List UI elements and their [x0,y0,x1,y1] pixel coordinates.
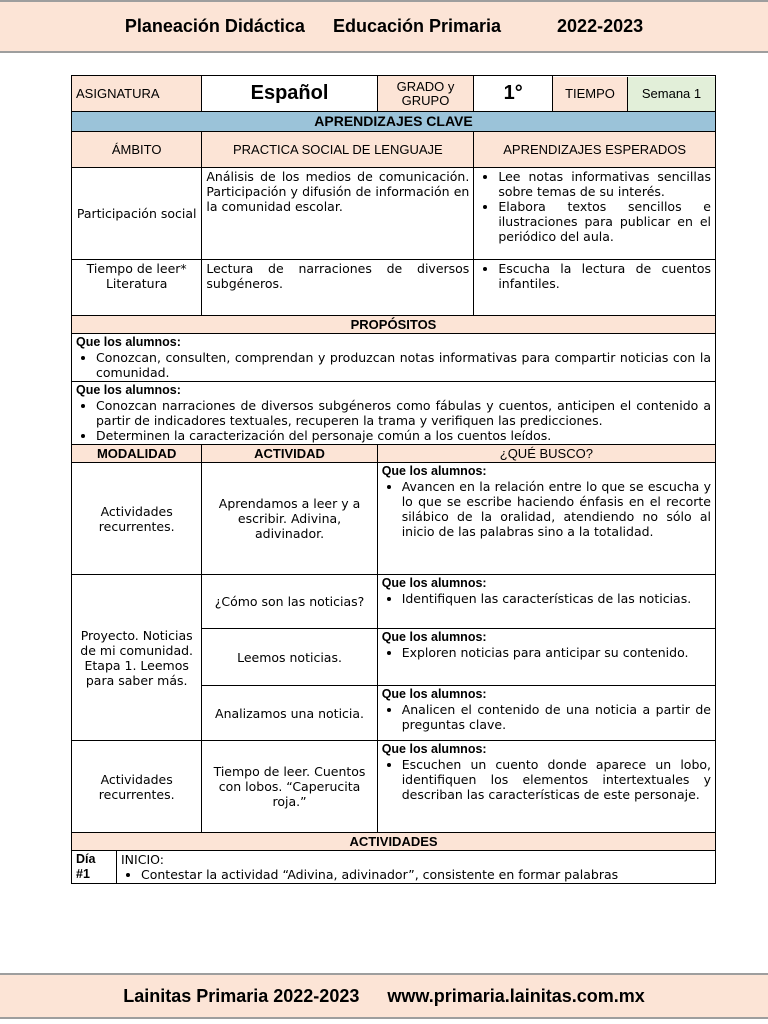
footer-url[interactable]: www.primaria.lainitas.com.mx [387,985,645,1006]
proposito-item: • Conozcan narraciones de diversos subgéneros como fábulas y cuentos, anticipen el contenido a partir de indicadores textuales, recuperen la trama y verifiquen las predicciones. [96,398,711,428]
proposito-block [72,382,716,445]
tiempo-cell [552,76,715,112]
actividad-cell: Aprendamos a leer y a escribir. Adivina, adivinador. [202,463,377,575]
asignatura-value: Español [202,76,377,112]
busco-lead: Que los alumnos: [381,687,487,701]
busco-lead: Que los alumnos: [381,742,487,756]
tiempo-value: Semana 1 [628,77,715,111]
busco-item: • Analicen el contenido de una noticia a partir de preguntas clave. [402,702,711,732]
busco-cell [377,629,715,686]
esperados-cell [474,168,716,260]
esperado-item: • Elabora textos sencillos e ilustraciones para publicar en el periódico del aula. [498,199,711,244]
proposito-lead: Que los alumnos: [76,335,181,349]
aprendizajes-title: APRENDIZAJES CLAVE [72,112,716,132]
col-busco: ¿QUÉ BUSCO? [377,445,715,463]
actividad-cell: Tiempo de leer. Cuentos con lobos. “Caperucita roja.” [202,741,377,833]
planeacion-table [71,75,716,884]
col-ambito: ÁMBITO [72,132,202,168]
busco-item: • Exploren noticias para anticipar su contenido. [402,645,711,660]
col-modalidad: MODALIDAD [72,445,202,463]
tiempo-label: TIEMPO [553,77,628,111]
grado-value: 1° [474,76,553,112]
propositos-title: PROPÓSITOS [72,316,716,334]
busco-item: • Identifiquen las características de las noticias. [402,591,711,606]
actividad-cell: ¿Cómo son las noticias? [202,575,377,629]
busco-item: • Escuchen un cuento donde aparece un lobo, identifiquen los elementos intertextuales y describan las características de este personaje. [402,757,711,802]
proposito-block [72,334,716,382]
modalidad-cell: Actividades recurrentes. [72,463,202,575]
col-esperados: APRENDIZAJES ESPERADOS [474,132,716,168]
proposito-lead: Que los alumnos: [76,383,181,397]
practica-cell: Análisis de los medios de comunicación. Participación y difusión de información en la comunidad escolar. [202,168,474,260]
busco-cell [377,463,715,575]
busco-cell [377,741,715,833]
modalidad-cell: Actividades recurrentes. [72,741,202,833]
ambito-cell: Tiempo de leer* Literatura [72,260,202,316]
dia-row [72,851,716,884]
page-footer [0,973,768,1019]
practica-cell: Lectura de narraciones de diversos subgéneros. [202,260,474,316]
proposito-item: • Determinen la caracterización del personaje común a los cuentos leídos. [96,428,711,443]
header-planeacion: Planeación Didáctica [124,16,305,36]
grado-label: GRADO y GRUPO [377,76,474,112]
col-actividad: ACTIVIDAD [202,445,377,463]
dia-number: #1 [76,867,90,881]
inicio-label: INICIO: [121,852,164,867]
modalidad-cell: Proyecto. Noticias de mi comunidad. Etapa 1. Leemos para saber más. [72,575,202,741]
busco-lead: Que los alumnos: [381,576,487,590]
actividad-item: • Contestar la actividad “Adivina, adivinador”, consistente en formar palabras [141,867,711,882]
col-practica: PRACTICA SOCIAL DE LENGUAJE [202,132,474,168]
dia-label: Día [76,852,96,866]
ambito-cell: Participación social [72,168,202,260]
busco-lead: Que los alumnos: [381,630,487,644]
esperados-cell [474,260,716,316]
dia-content [117,851,715,883]
asignatura-label: ASIGNATURA [72,76,202,112]
footer-brand: Lainitas Primaria 2022-2023 [123,985,360,1006]
esperado-item: • Escucha la lectura de cuentos infantiles. [498,261,711,291]
actividades-title: ACTIVIDADES [72,833,716,851]
busco-lead: Que los alumnos: [381,464,487,478]
header-nivel: Educación Primaria [332,16,502,36]
actividad-cell: Leemos noticias. [202,629,377,686]
busco-item: • Avancen en la relación entre lo que se escucha y lo que se escribe haciendo énfasis en el recorte silábico de la oralidad, atendiendo no sólo al inicio de las palabras sino a la totalidad. [402,479,711,539]
proposito-item: • Conozcan, consulten, comprendan y produzcan notas informativas para compartir noticias con la comunidad. [96,350,711,380]
busco-cell [377,575,715,629]
busco-cell [377,686,715,741]
dia-label-cell [72,851,117,883]
actividad-cell: Analizamos una noticia. [202,686,377,741]
page-header [0,0,768,53]
esperado-item: • Lee notas informativas sencillas sobre temas de su interés. [498,169,711,199]
header-ciclo: 2022-2023 [557,16,644,36]
